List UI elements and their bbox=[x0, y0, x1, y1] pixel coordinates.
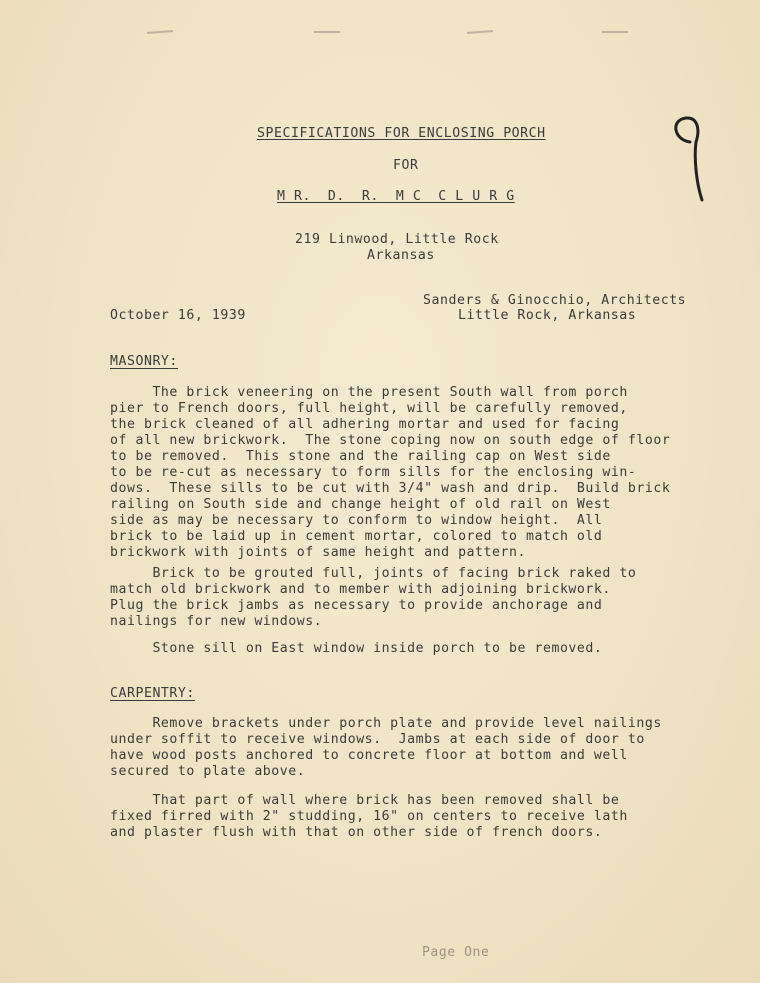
paragraph-line: The brick veneering on the present South wall from porch bbox=[110, 385, 628, 400]
staple-mark-icon bbox=[465, 28, 495, 36]
paragraph-line: pier to French doors, full height, will be carefully removed, bbox=[110, 401, 628, 416]
paragraph-line: nailings for new windows. bbox=[110, 614, 323, 629]
section-heading-carpentry: CARPENTRY: bbox=[110, 686, 195, 701]
paragraph-line: secured to plate above. bbox=[110, 764, 306, 779]
paragraph-line: to be re-cut as necessary to form sills for the enclosing win- bbox=[110, 465, 637, 480]
staple-mark-icon bbox=[600, 28, 630, 36]
paragraph-line: side as may be necessary to conform to window height. All bbox=[110, 513, 603, 528]
document-title: SPECIFICATIONS FOR ENCLOSING PORCH bbox=[257, 126, 546, 141]
paragraph-line: fixed firred with 2" studding, 16" on centers to receive lath bbox=[110, 809, 628, 824]
address-line-1: 219 Linwood, Little Rock bbox=[295, 232, 499, 247]
paragraph-line: railing on South side and change height of old rail on West bbox=[110, 497, 611, 512]
paragraph-line: Stone sill on East window inside porch to be removed. bbox=[110, 641, 603, 656]
paragraph-line: to be removed. This stone and the railing cap on West side bbox=[110, 449, 611, 464]
staple-mark-icon bbox=[312, 28, 342, 36]
paragraph-line: brickwork with joints of same height and pattern. bbox=[110, 545, 526, 560]
address-line-2: Arkansas bbox=[367, 248, 435, 263]
paragraph-line: That part of wall where brick has been removed shall be bbox=[110, 793, 620, 808]
paragraph-line: under soffit to receive windows. Jambs at each side of door to bbox=[110, 732, 645, 747]
paragraph-line: match old brickwork and to member with adjoining brickwork. bbox=[110, 582, 611, 597]
handwritten-nine-icon bbox=[660, 112, 720, 212]
for-line: FOR bbox=[393, 158, 419, 173]
paragraph-line: the brick cleaned of all adhering mortar and used for facing bbox=[110, 417, 620, 432]
owner-name: M R. D. R. M C C L U R G bbox=[277, 189, 515, 204]
handwritten-page-mark bbox=[660, 112, 720, 212]
document-date: October 16, 1939 bbox=[110, 308, 246, 323]
paragraph-line: dows. These sills to be cut with 3/4" wash and drip. Build brick bbox=[110, 481, 671, 496]
section-heading-masonry: MASONRY: bbox=[110, 354, 178, 369]
page-footer: Page One bbox=[422, 945, 490, 960]
paragraph-line: Plug the brick jambs as necessary to provide anchorage and bbox=[110, 598, 603, 613]
paragraph-line: Remove brackets under porch plate and provide level nailings bbox=[110, 716, 662, 731]
paragraph-line: have wood posts anchored to concrete floor at bottom and well bbox=[110, 748, 628, 763]
paragraph-line: Brick to be grouted full, joints of facing brick raked to bbox=[110, 566, 637, 581]
paragraph-line: brick to be laid up in cement mortar, colored to match old bbox=[110, 529, 603, 544]
paragraph-line: and plaster flush with that on other side of french doors. bbox=[110, 825, 603, 840]
architect-line-2: Little Rock, Arkansas bbox=[458, 308, 637, 323]
staple-mark-icon bbox=[145, 28, 175, 36]
architect-line-1: Sanders & Ginocchio, Architects bbox=[423, 293, 687, 308]
paragraph-line: of all new brickwork. The stone coping now on south edge of floor bbox=[110, 433, 671, 448]
